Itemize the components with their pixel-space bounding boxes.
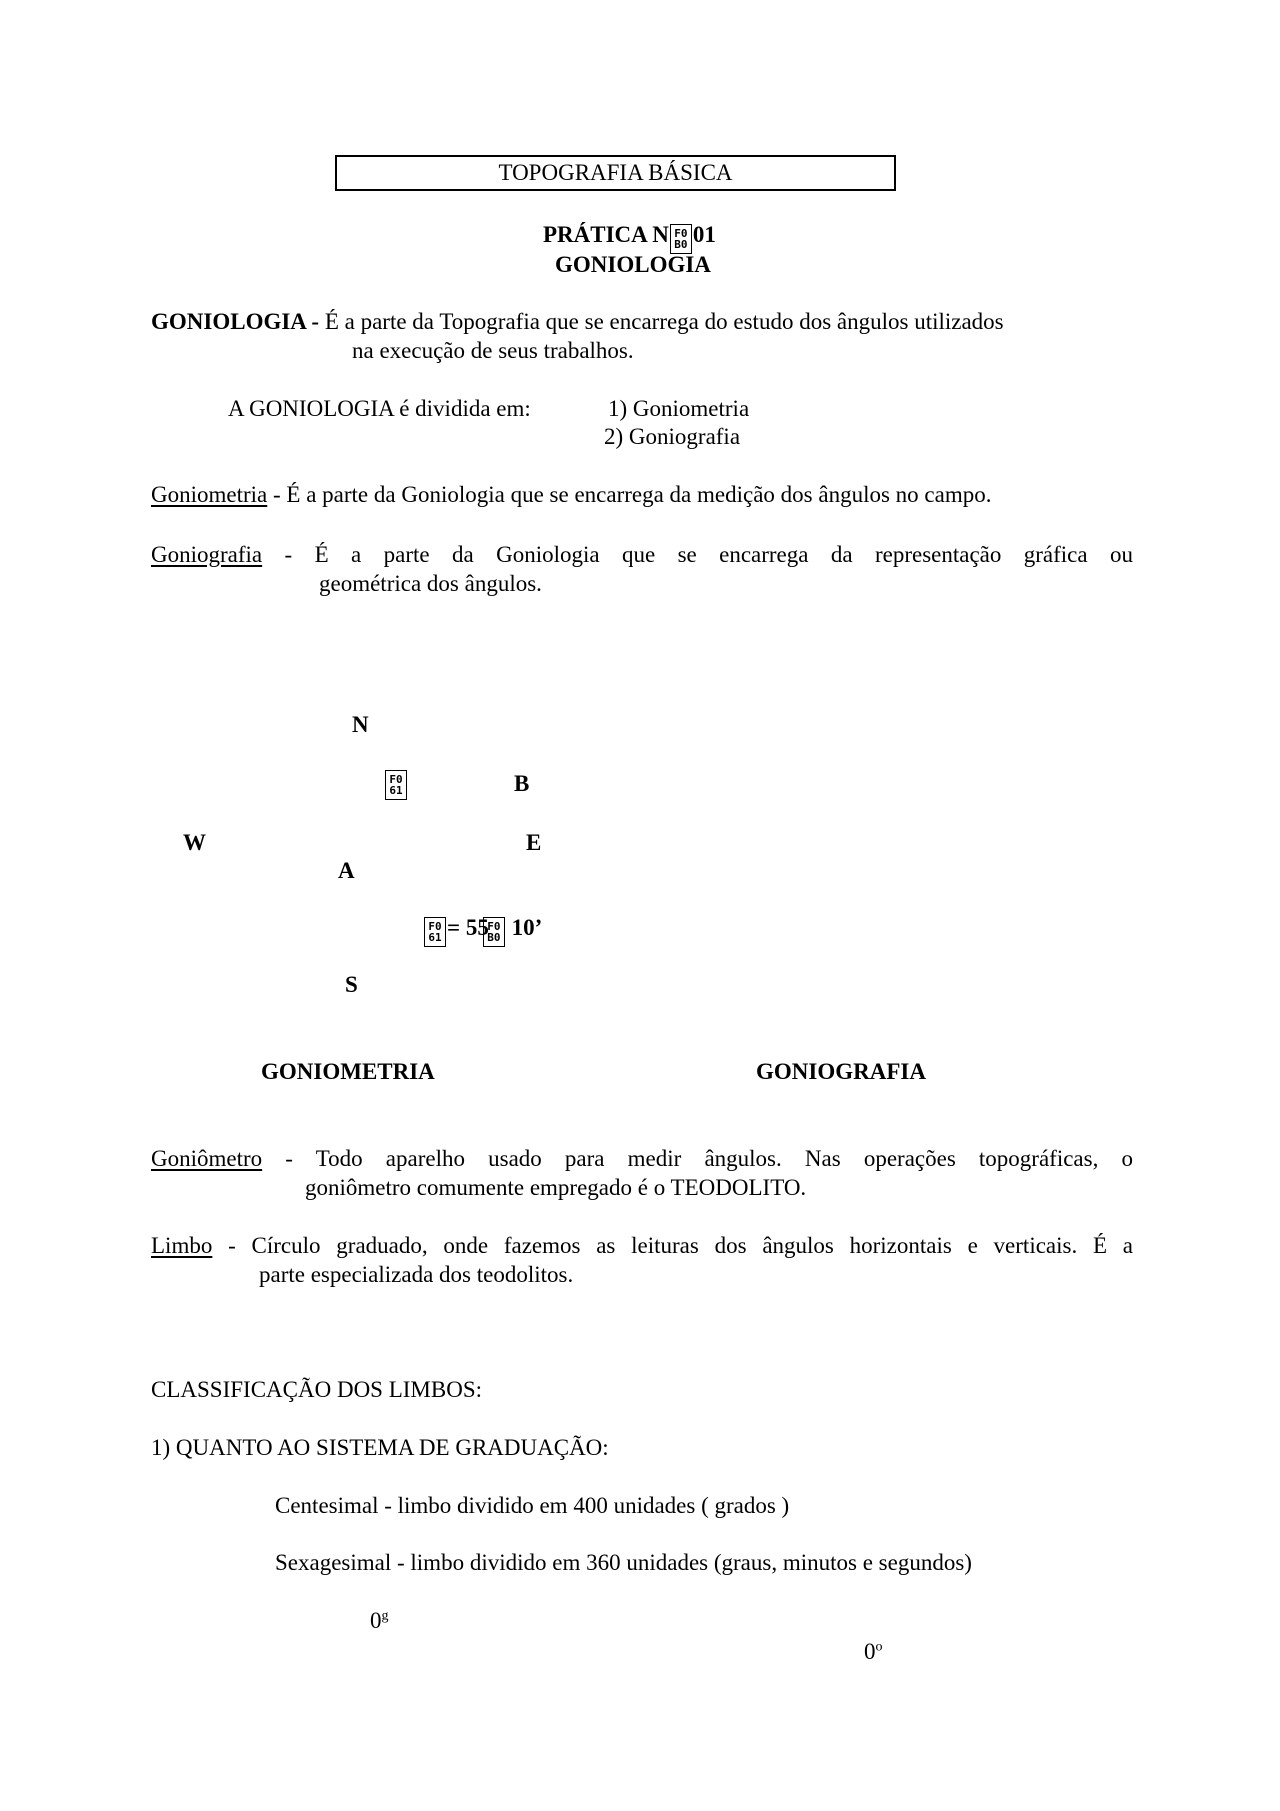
missing-glyph-icon: F0 B0 <box>670 224 692 254</box>
column-title-goniometria: GONIOMETRIA <box>261 1059 435 1084</box>
document-title: TOPOGRAFIA BÁSICA <box>498 160 733 185</box>
limbo-term: Limbo <box>151 1233 213 1258</box>
missing-glyph-icon: F0 B0 <box>483 917 505 947</box>
diagram-glyph-a <box>384 767 408 800</box>
goniologia-definition: GONIOLOGIA - É a parte da Topografia que se encarrega do estudo dos ângulos utilizados <box>151 309 1004 334</box>
missing-glyph-icon: F0 61 <box>424 917 446 947</box>
classification-subheading: 1) QUANTO AO SISTEMA DE GRADUAÇÃO: <box>151 1435 609 1460</box>
classification-heading: CLASSIFICAÇÃO DOS LIMBOS: <box>151 1377 483 1402</box>
angle-formula: F0 61 = 55 F0 B0 10’ <box>423 914 542 947</box>
point-a-label: A <box>338 858 355 883</box>
goniometria-definition: Goniometria - É a parte da Goniologia que se encarrega da medição dos ângulos no campo. <box>151 482 992 507</box>
goniologia-text-line1: É a parte da Topografia que se encarrega do estudo dos ângulos utilizados <box>324 309 1004 334</box>
compass-east-label: E <box>526 830 542 855</box>
goniometro-term: Goniômetro <box>151 1146 263 1171</box>
goniografia-text-line2: geométrica dos ângulos. <box>319 571 542 596</box>
compass-west-label: W <box>183 830 206 855</box>
limbo-text-line2: parte especializada dos teodolitos. <box>259 1262 574 1287</box>
practice-number: PRÁTICA N F0 B0 01 <box>543 221 716 254</box>
zero-grados-label: 0$^g$ <box>370 1608 389 1633</box>
division-intro: A GONIOLOGIA é dividida em: <box>228 396 531 421</box>
column-title-goniografia: GONIOGRAFIA <box>756 1059 926 1084</box>
division-item-2: 2) Goniografia <box>604 424 741 449</box>
document-title-box <box>335 155 896 191</box>
goniometro-definition-line1: Goniômetro - Todo aparelho usado para medir ângulos. Nas operações topográficas, o <box>151 1146 1133 1171</box>
goniologia-term: GONIOLOGIA <box>151 309 306 334</box>
goniografia-definition-line1: Goniografia - É a parte da Goniologia que se encarrega da representação gráfica ou <box>151 542 1133 567</box>
missing-glyph-icon: F0 61 <box>385 770 407 800</box>
goniografia-term: Goniografia <box>151 542 263 567</box>
zero-graus-label: 0$^o$ <box>864 1639 883 1664</box>
division-item-1: 1) Goniometria <box>608 396 750 421</box>
compass-south-label: S <box>345 972 358 997</box>
goniometria-term: Goniometria <box>151 482 268 507</box>
limbo-definition-line1: Limbo - Círculo graduado, onde fazemos as leituras dos ângulos horizontais e verticais. É a <box>151 1233 1133 1258</box>
goniometro-text-line2: goniômetro comumente empregado é o TEODOLITO. <box>305 1175 807 1200</box>
compass-north-label: N <box>352 712 369 737</box>
practice-subject: GONIOLOGIA <box>555 252 711 277</box>
sexagesimal-line: Sexagesimal - limbo dividido em 360 unidades (graus, minutos e segundos) <box>275 1550 972 1575</box>
centesimal-line: Centesimal - limbo dividido em 400 unidades ( grados ) <box>275 1493 790 1518</box>
goniologia-text-line2: na execução de seus trabalhos. <box>352 338 634 363</box>
point-b-label: B <box>514 771 530 796</box>
